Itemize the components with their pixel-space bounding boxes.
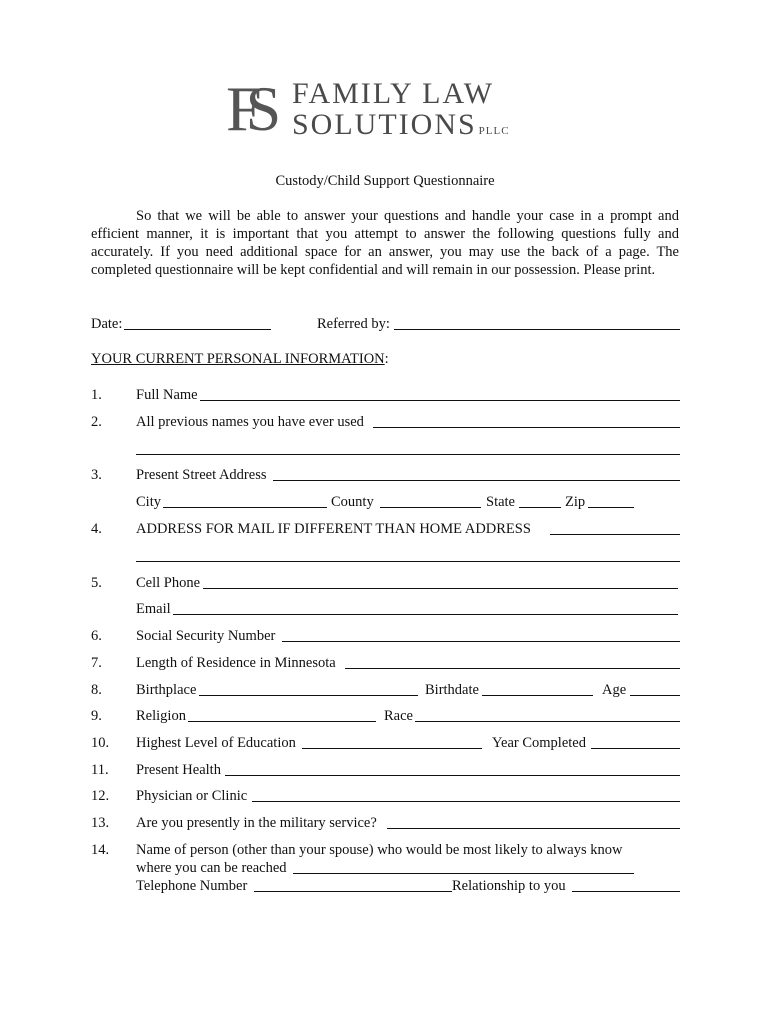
contact-telephone-field[interactable] [254,891,452,892]
q7-number: 7. [91,655,102,671]
q3-number: 3. [91,467,102,483]
q14-label-line1: Name of person (other than your spouse) who would be most likely to always know [136,842,623,858]
city-label: City [136,494,161,510]
logo-text-line1: FAMILY LAW [292,77,495,110]
education-field[interactable] [302,748,482,749]
residence-length-field[interactable] [345,668,680,669]
birthplace-field[interactable] [199,695,418,696]
ssn-field[interactable] [282,641,680,642]
referred-by-field[interactable] [394,329,680,330]
logo-text-line2-main: SOLUTIONS [292,108,477,141]
previous-names-field-2[interactable] [136,454,680,455]
q5-label: Cell Phone [136,575,201,591]
referred-by-label: Referred by: [317,316,390,332]
q6-label: Social Security Number [136,628,276,644]
section-heading [91,351,389,368]
religion-field[interactable] [188,721,376,722]
q9-label: Religion [136,708,186,724]
race-label: Race [384,708,413,724]
q8-label: Birthplace [136,682,197,698]
birthdate-label: Birthdate [425,682,479,698]
cell-phone-field[interactable] [203,588,678,589]
logo-suffix: PLLC [478,125,510,137]
full-name-field[interactable] [200,400,680,401]
date-label: Date: [91,316,123,332]
page-title: Custody/Child Support Questionnaire [275,173,495,189]
relationship-field[interactable] [572,891,680,892]
military-service-field[interactable] [387,828,680,829]
q3-label: Present Street Address [136,467,267,483]
q8-number: 8. [91,682,102,698]
county-label: County [331,494,374,510]
q1-label: Full Name [136,387,198,403]
q1-number: 1. [91,387,102,403]
physician-field[interactable] [252,801,680,802]
race-field[interactable] [415,721,680,722]
city-field[interactable] [163,507,327,508]
q9-number: 9. [91,708,102,724]
zip-label: Zip [565,494,586,510]
county-field[interactable] [380,507,481,508]
date-field[interactable] [124,329,271,330]
q11-number: 11. [91,762,109,778]
q5-number: 5. [91,575,102,591]
state-field[interactable] [519,507,561,508]
email-field[interactable] [173,614,678,615]
year-completed-field[interactable] [591,748,680,749]
zip-field[interactable] [588,507,634,508]
relationship-label: Relationship to you [452,878,566,894]
q13-label: Are you presently in the military service? [136,815,377,831]
q7-label: Length of Residence in Minnesota [136,655,336,671]
mail-address-field[interactable] [550,534,680,535]
q13-number: 13. [91,815,110,831]
q14-label-line2: where you can be reached [136,860,287,876]
telephone-label: Telephone Number [136,878,248,894]
section-heading-colon: : [384,351,389,367]
age-field[interactable] [630,695,680,696]
intro-paragraph [91,207,679,279]
q14-number: 14. [91,842,110,858]
q10-label: Highest Level of Education [136,735,296,751]
q2-number: 2. [91,414,102,430]
birthdate-field[interactable] [482,695,593,696]
contact-person-field[interactable] [293,873,634,874]
state-label: State [486,494,515,510]
q10-number: 10. [91,735,110,751]
q2-label: All previous names you have ever used [136,414,364,430]
age-label: Age [602,682,627,698]
intro-text: So that we will be able to answer your questions and handle your case in a prompt and efficient manner, it is important that you attempt to answer the following questions fully and accurately. If you need additional space for an answer, you may use the back of a page. The completed questionnaire will be kept confidential and will remain in our possession. Please print. [91,208,679,278]
logo-monogram: FS [226,73,266,144]
q12-label: Physician or Clinic [136,788,248,804]
mail-address-field-2[interactable] [136,561,680,562]
q12-number: 12. [91,788,110,804]
q11-label: Present Health [136,762,221,778]
section-heading-text: YOUR CURRENT PERSONAL INFORMATION [91,351,385,367]
q4-number: 4. [91,521,102,537]
logo-text-line2 [292,109,510,147]
q6-number: 6. [91,628,102,644]
year-completed-label: Year Completed [492,735,586,751]
street-address-field[interactable] [273,480,680,481]
q4-label: ADDRESS FOR MAIL IF DIFFERENT THAN HOME ADDRESS [136,521,531,537]
email-label: Email [136,601,171,617]
present-health-field[interactable] [225,775,680,776]
previous-names-field[interactable] [373,427,680,428]
firm-logo [226,73,556,144]
